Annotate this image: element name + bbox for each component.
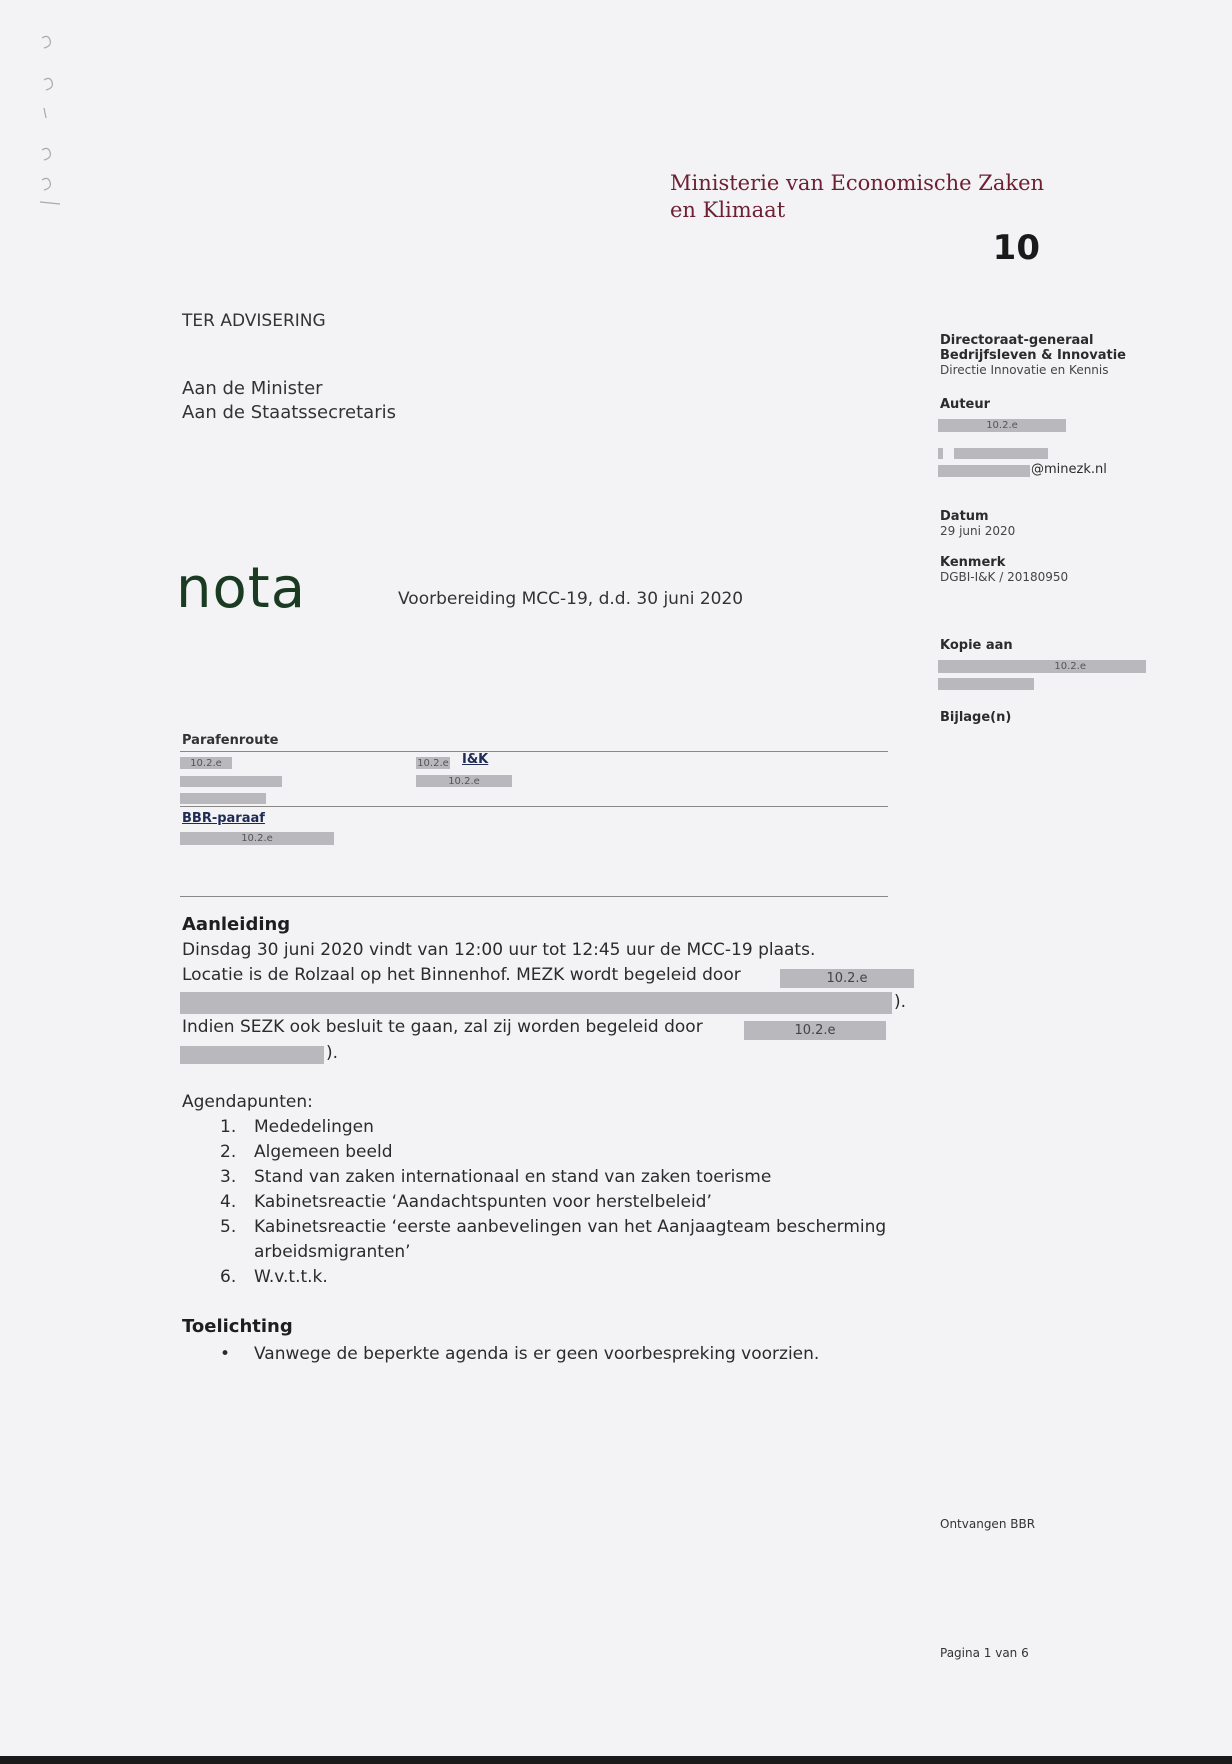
toelichting-bullet (182, 1342, 942, 1367)
agenda-item (182, 1265, 942, 1290)
document-subject: Voorbereiding MCC-19, d.d. 30 juni 2020 (398, 589, 744, 609)
aanleiding-heading: Aanleiding (182, 914, 291, 935)
bbr-paraaf-label[interactable]: BBR-paraaf (182, 811, 265, 826)
directie: Directie Innovatie en Kennis (940, 363, 1109, 377)
page-number: Pagina 1 van 6 (940, 1646, 1029, 1660)
paraf-redaction-b: 10.2.e (417, 758, 449, 769)
document-title: nota (176, 556, 307, 621)
agenda-item-text: Kabinetsreactie ‘eerste aanbevelingen van het Aanjaagteam bescherming arbeidsmigranten’ (254, 1217, 887, 1262)
aanleiding-redaction-1: 10.2.e (780, 969, 914, 988)
ministry-line-2: en Klimaat (670, 198, 786, 222)
agenda-item-number: 3. (220, 1167, 237, 1187)
aanleiding-redaction-2: 10.2.e (744, 1021, 886, 1040)
document-number: 10 (992, 228, 1040, 268)
received-note: Ontvangen BBR (940, 1517, 1036, 1531)
email-suffix: @minezk.nl (1031, 462, 1107, 477)
toelichting-bullet-text: Vanwege de beperkte agenda is er geen voorbespreking voorzien. (254, 1344, 820, 1364)
kopie-label: Kopie aan (940, 638, 1013, 653)
agenda-item (182, 1115, 942, 1140)
redaction-block (180, 793, 266, 804)
bullet-dot-icon: • (220, 1344, 231, 1364)
redaction-block (938, 678, 1034, 690)
agenda-item-number: 4. (220, 1192, 237, 1212)
close-paren-2: ). (326, 1043, 339, 1063)
agenda-item-number: 2. (220, 1142, 237, 1162)
email-redaction (938, 465, 1030, 477)
addressee-minister: Aan de Minister (182, 378, 323, 399)
agenda-item (182, 1140, 942, 1165)
redaction-block (180, 776, 282, 787)
redaction-block (938, 448, 943, 459)
agenda-item-number: 1. (220, 1117, 237, 1137)
datum-label: Datum (940, 509, 989, 524)
divider (180, 896, 888, 897)
bijlage-label: Bijlage(n) (940, 710, 1012, 725)
addressee-state-secretary: Aan de Staatssecretaris (182, 402, 396, 423)
agenda-item-number: 5. (220, 1217, 237, 1237)
agenda-item (182, 1165, 942, 1190)
redaction-block (180, 992, 892, 1014)
toelichting-list (182, 1342, 942, 1367)
agenda-item-text: Stand van zaken internationaal en stand van zaken toerisme (254, 1167, 772, 1187)
aanleiding-line-2: Locatie is de Rolzaal op het Binnenhof. MEZK wordt begeleid door (182, 965, 741, 985)
close-paren-1: ). (894, 992, 907, 1012)
ministry-line-1: Ministerie van Economische Zaken (670, 171, 1045, 195)
redaction-block (180, 1046, 324, 1064)
aanleiding-line-3: Indien SEZK ook besluit te gaan, zal zij worden begeleid door (182, 1017, 703, 1037)
dg-line-1: Directoraat-generaal (940, 333, 1094, 348)
parafenroute-label: Parafenroute (182, 733, 279, 748)
auteur-label: Auteur (940, 397, 991, 412)
kenmerk-value: DGBI-I&K / 20180950 (940, 570, 1069, 584)
agenda-item (182, 1215, 942, 1265)
paraf-redaction-d: 10.2.e (180, 832, 334, 845)
agenda-list (182, 1115, 942, 1290)
divider (180, 806, 888, 807)
agenda-item-text: Algemeen beeld (254, 1142, 393, 1162)
auteur-redaction: 10.2.e (938, 419, 1066, 432)
agenda-item-text: Kabinetsreactie ‘Aandachtspunten voor herstelbeleid’ (254, 1192, 712, 1212)
margin-marks (36, 30, 76, 210)
datum-value: 29 juni 2020 (940, 524, 1016, 538)
sidebar-dg (940, 333, 1126, 377)
aanleiding-line-1: Dinsdag 30 juni 2020 vindt van 12:00 uur tot 12:45 uur de MCC-19 plaats. (182, 940, 816, 960)
datum-block (940, 509, 1015, 538)
dg-line-2: Bedrijfsleven & Innovatie (940, 348, 1126, 363)
paraf-redaction-c: 10.2.e (416, 775, 512, 787)
kopie-redaction: 10.2.e (938, 660, 1146, 673)
kenmerk-block (940, 555, 1068, 584)
addressee-block (182, 377, 396, 425)
ministry-name (670, 170, 1044, 224)
kenmerk-label: Kenmerk (940, 555, 1006, 570)
agenda-item-text: W.v.t.t.k. (254, 1267, 328, 1287)
redaction-block (954, 448, 1048, 459)
toelichting-heading: Toelichting (182, 1316, 293, 1337)
paraf-redaction-a: 10.2.e (180, 757, 232, 769)
divider (180, 751, 888, 752)
agenda-item (182, 1190, 942, 1215)
agenda-item-number: 6. (220, 1267, 237, 1287)
ik-label[interactable]: I&K (462, 752, 489, 767)
agenda-item-text: Mededelingen (254, 1117, 374, 1137)
agenda-intro: Agendapunten: (182, 1092, 313, 1112)
advice-stamp: TER ADVISERING (182, 311, 326, 331)
scan-edge (0, 1756, 1232, 1764)
